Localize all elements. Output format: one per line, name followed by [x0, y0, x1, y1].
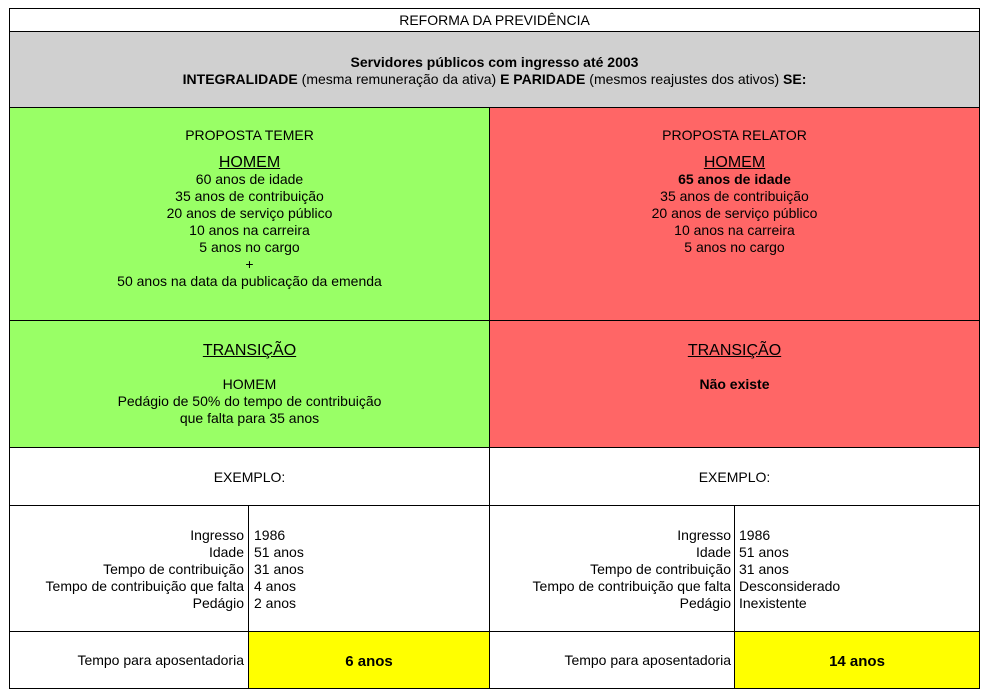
header-cell — [9, 31, 980, 108]
right-label-2: Tempo de contribuição — [590, 561, 731, 577]
right-transicao-heading: TRANSIÇÃO — [687, 342, 782, 359]
paridade-desc: (mesmos reajustes dos ativos) — [585, 71, 784, 87]
right-req-2: 10 anos na carreira — [674, 222, 795, 238]
left-tempo-value: 6 anos — [345, 653, 393, 670]
se-label: SE: — [783, 71, 807, 87]
left-trans-line-0: Pedágio de 50% do tempo de contribuição — [117, 393, 382, 409]
left-example-values — [248, 505, 490, 632]
left-label-3: Tempo de contribuição que falta — [45, 578, 244, 594]
right-tempo-value: 14 anos — [829, 653, 885, 670]
right-value-4: Inexistente — [739, 595, 807, 611]
left-req-5: + — [245, 256, 254, 272]
integralidade-label: INTEGRALIDADE — [182, 71, 298, 87]
left-transicao-heading: TRANSIÇÃO — [202, 342, 297, 359]
right-proposal-title: PROPOSTA RELATOR — [662, 127, 807, 143]
left-exemplo-cell — [9, 447, 490, 506]
right-value-3: Desconsiderado — [739, 578, 841, 594]
left-label-4: Pedágio — [192, 595, 244, 611]
left-proposal-title: PROPOSTA TEMER — [185, 127, 314, 143]
right-req-3: 5 anos no cargo — [684, 239, 785, 255]
right-tempo-label: Tempo para aposentadoria — [564, 652, 731, 668]
right-label-4: Pedágio — [679, 595, 731, 611]
right-label-1: Idade — [695, 544, 731, 560]
left-tempo-value-cell — [248, 631, 490, 689]
left-label-2: Tempo de contribuição — [103, 561, 244, 577]
right-tempo-label-cell — [489, 631, 735, 689]
page-title: REFORMA DA PREVIDÊNCIA — [399, 12, 590, 28]
right-req-1: 20 anos de serviço público — [651, 205, 818, 221]
right-exemplo-cell — [489, 447, 980, 506]
right-req-0: 35 anos de contribuição — [660, 188, 809, 204]
left-req-1: 35 anos de contribuição — [175, 188, 324, 204]
right-example-values — [734, 505, 980, 632]
left-req-0: 60 anos de idade — [195, 171, 304, 187]
right-label-0: Ingresso — [677, 527, 731, 543]
left-label-1: Idade — [208, 544, 244, 560]
header-line-1: Servidores públicos com ingresso até 2003 — [350, 54, 639, 70]
left-example-labels — [9, 505, 249, 632]
left-homem-heading: HOMEM — [218, 154, 281, 171]
right-exemplo-label: EXEMPLO: — [698, 468, 771, 485]
right-tempo-value-cell — [734, 631, 980, 689]
left-req-4: 5 anos no cargo — [199, 239, 300, 255]
header-line-2 — [10, 71, 979, 88]
right-req-bold: 65 anos de idade — [678, 171, 791, 187]
left-req-2: 20 anos de serviço público — [166, 205, 333, 221]
left-tempo-label: Tempo para aposentadoria — [77, 652, 244, 668]
right-proposal-cell — [489, 107, 980, 321]
left-value-1: 51 anos — [254, 544, 304, 560]
right-example-labels — [489, 505, 735, 632]
right-label-3: Tempo de contribuição que falta — [532, 578, 731, 594]
right-trans-text: Não existe — [699, 376, 770, 392]
left-value-2: 31 anos — [254, 561, 304, 577]
left-req-6: 50 anos na data da publicação da emenda — [117, 273, 382, 289]
right-transition-cell — [489, 320, 980, 448]
left-value-4: 2 anos — [254, 595, 297, 611]
right-value-2: 31 anos — [739, 561, 789, 577]
left-value-0: 1986 — [254, 527, 286, 543]
left-proposal-cell — [9, 107, 490, 321]
paridade-label: E PARIDADE — [500, 71, 586, 87]
left-req-3: 10 anos na carreira — [189, 222, 310, 238]
right-value-1: 51 anos — [739, 544, 789, 560]
left-label-0: Ingresso — [190, 527, 244, 543]
left-transition-cell — [9, 320, 490, 448]
right-homem-heading: HOMEM — [703, 154, 766, 171]
table-title-cell — [9, 8, 980, 32]
integralidade-desc: (mesma remuneração da ativa) — [297, 71, 501, 87]
left-value-3: 4 anos — [254, 578, 297, 594]
right-value-0: 1986 — [739, 527, 771, 543]
left-trans-homem: HOMEM — [222, 376, 277, 392]
left-tempo-label-cell — [9, 631, 249, 689]
left-exemplo-label: EXEMPLO: — [213, 468, 286, 485]
left-trans-line-1: que falta para 35 anos — [179, 410, 320, 426]
